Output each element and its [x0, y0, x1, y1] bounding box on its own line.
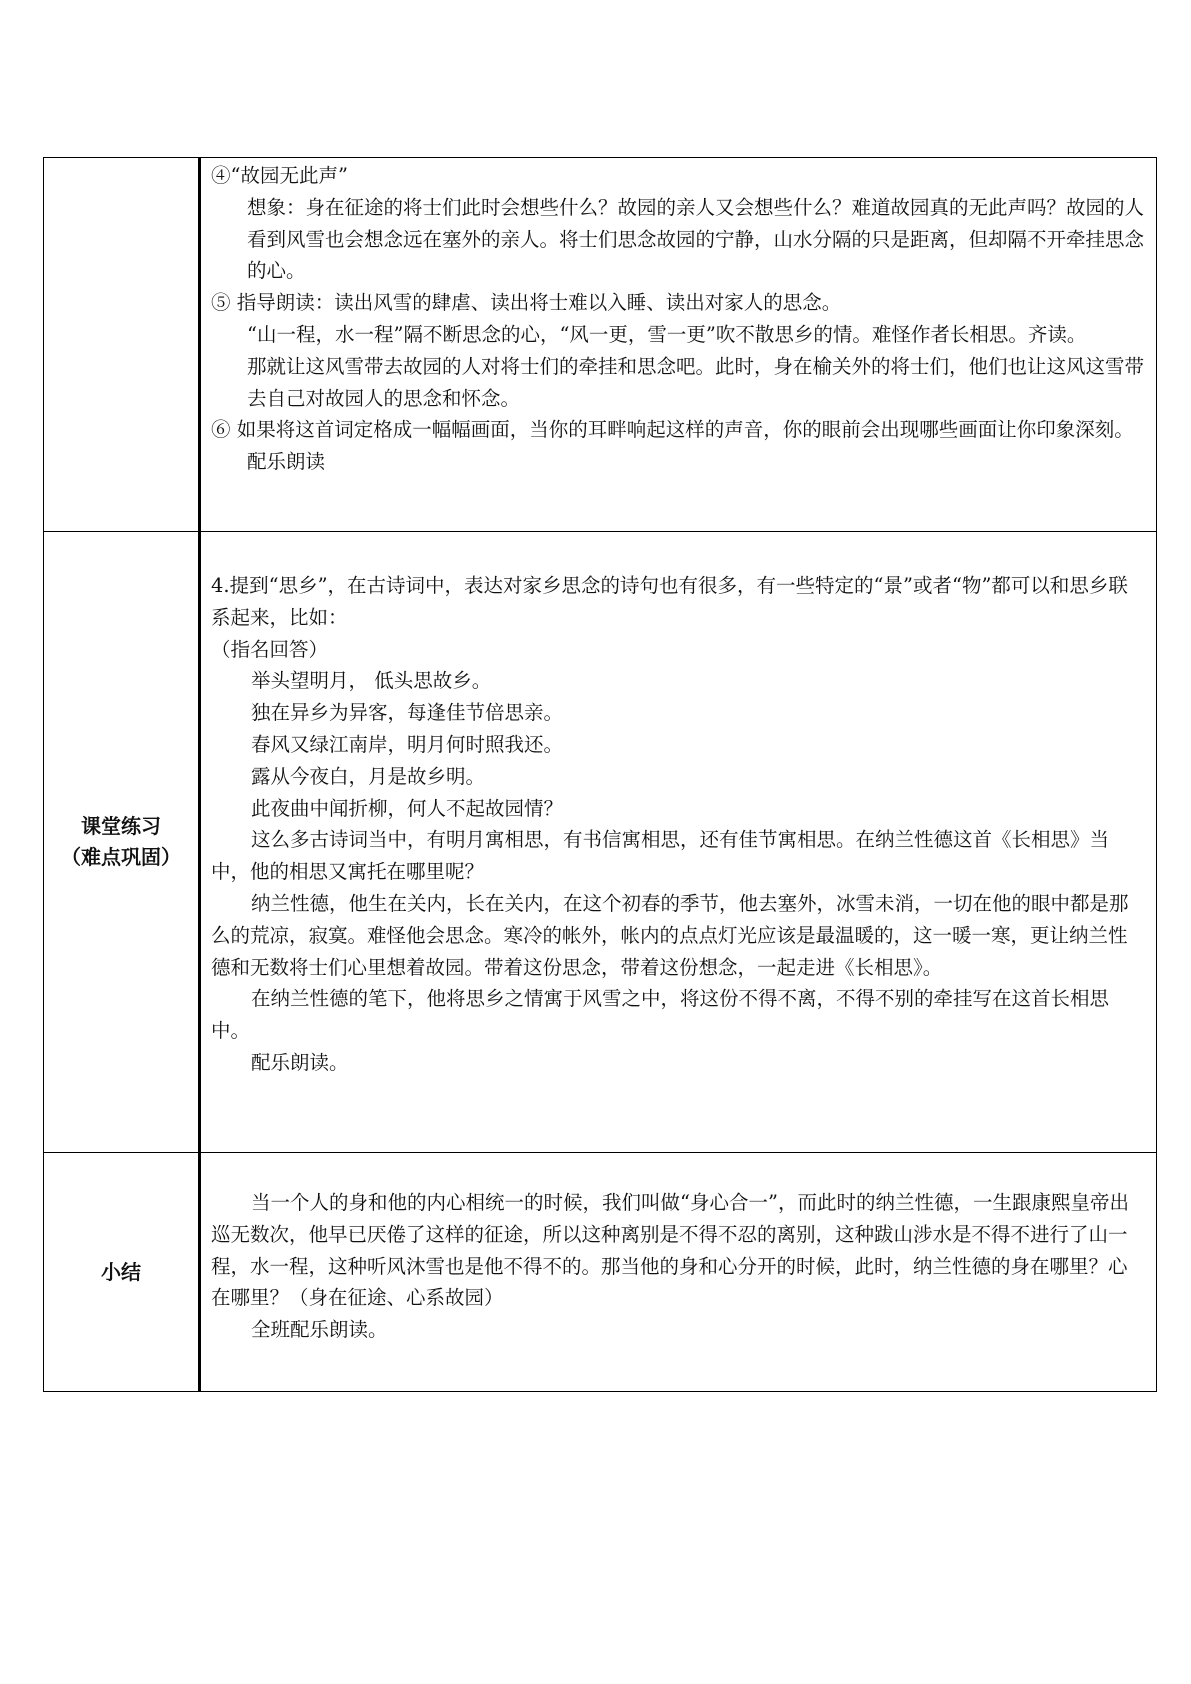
paragraph: 配乐朗读。: [251, 1050, 349, 1074]
poem-line: 举头望明月， 低头思故乡。: [251, 669, 492, 693]
poem-line: 独在异乡为异客，每逢佳节倍思亲。: [251, 701, 564, 725]
paragraph: 当一个人的身和他的内心相统一的时候，我们叫做“身心合一”，而此时的纳兰性德，一生跟康熙皇帝出巡无数次，他早已厌倦了这样的征途，所以这种离别是不得不忍的离别，这种跋山涉水是不得不进行了山一程，水一程，这种听风沐雪也是他不得不的。那当他的身和心分开的时候，此时，纳兰性德的身在哪里？心在哪里？（身在征途、心系故园）: [211, 1191, 1129, 1310]
lesson-plan-table: [43, 157, 1157, 1392]
table-row: [44, 158, 1157, 532]
row-label-title: 小结: [101, 1259, 141, 1284]
row-content: [200, 158, 1157, 532]
row-label-title: 课堂练习: [81, 814, 161, 838]
paragraph: “山一程，水一程”隔不断思念的心，“风一更，雪一更”吹不散思乡的情。难怪作者长相思。齐读。: [247, 322, 1087, 346]
paragraph: 全班配乐朗读。: [251, 1318, 388, 1342]
paragraph: 想象：身在征途的将士们此时会想些什么？故园的亲人又会想些什么？难道故园真的无此声吗？故园的人看到风雪也会想念远在塞外的亲人。将士们思念故园的宁静，山水分隔的只是距离，但却隔不开牵挂思念的心。: [247, 195, 1145, 283]
table-row: [44, 1153, 1157, 1392]
question-4: 4.提到“思乡”，在古诗词中，表达对家乡思念的诗句也有很多，有一些特定的“景”或者“物”都可以和思乡联系起来，比如：: [211, 574, 1128, 629]
step-6-heading: ⑥ 如果将这首词定格成一幅幅画面，当你的耳畔响起这样的声音，你的眼前会出现哪些画面让你印象深刻。: [211, 418, 1134, 442]
paragraph: 那就让这风雪带去故园的人对将士们的牵挂和思念吧。此时，身在榆关外的将士们，他们也让这风这雪带去自己对故园人的思念和怀念。: [247, 354, 1145, 410]
row-label-summary: [44, 1153, 200, 1392]
paragraph: 在纳兰性德的笔下，他将思乡之情寓于风雪之中，将这份不得不离，不得不别的牵挂写在这首长相思中。: [211, 987, 1110, 1043]
poem-line: 露从今夜白，月是故乡明。: [251, 764, 486, 788]
poem-line: 春风又绿江南岸，明月何时照我还。: [251, 732, 564, 756]
row-content: [200, 1153, 1157, 1392]
paragraph: 配乐朗读: [247, 450, 326, 474]
row-content: [200, 532, 1157, 1153]
poem-line: 此夜曲中闻折柳，何人不起故园情？: [251, 796, 564, 820]
row-label-empty: [44, 158, 200, 532]
paragraph: （指名回答）: [211, 637, 329, 661]
row-label-practice: [44, 532, 200, 1153]
paragraph: 这么多古诗词当中，有明月寓相思，有书信寓相思，还有佳节寓相思。在纳兰性德这首《长相思》当中，他的相思又寓托在哪里呢？: [211, 828, 1110, 884]
table-row: [44, 532, 1157, 1153]
paragraph: 纳兰性德，他生在关内，长在关内，在这个初春的季节，他去塞外，冰雪未消，一切在他的眼中都是那么的荒凉，寂寞。难怪他会思念。寒冷的帐外，帐内的点点灯光应该是最温暖的，这一暖一寒，更让纳兰性德和无数将士们心里想着故园。带着这份思念，带着这份想念，一起走进《长相思》。: [211, 891, 1129, 979]
step-5-heading: ⑤ 指导朗读：读出风雪的肆虐、读出将士难以入睡、读出对家人的思念。: [211, 291, 842, 315]
row-label-subtitle: （难点巩固）: [61, 845, 181, 869]
step-4-heading: ④“故园无此声”: [211, 164, 348, 187]
